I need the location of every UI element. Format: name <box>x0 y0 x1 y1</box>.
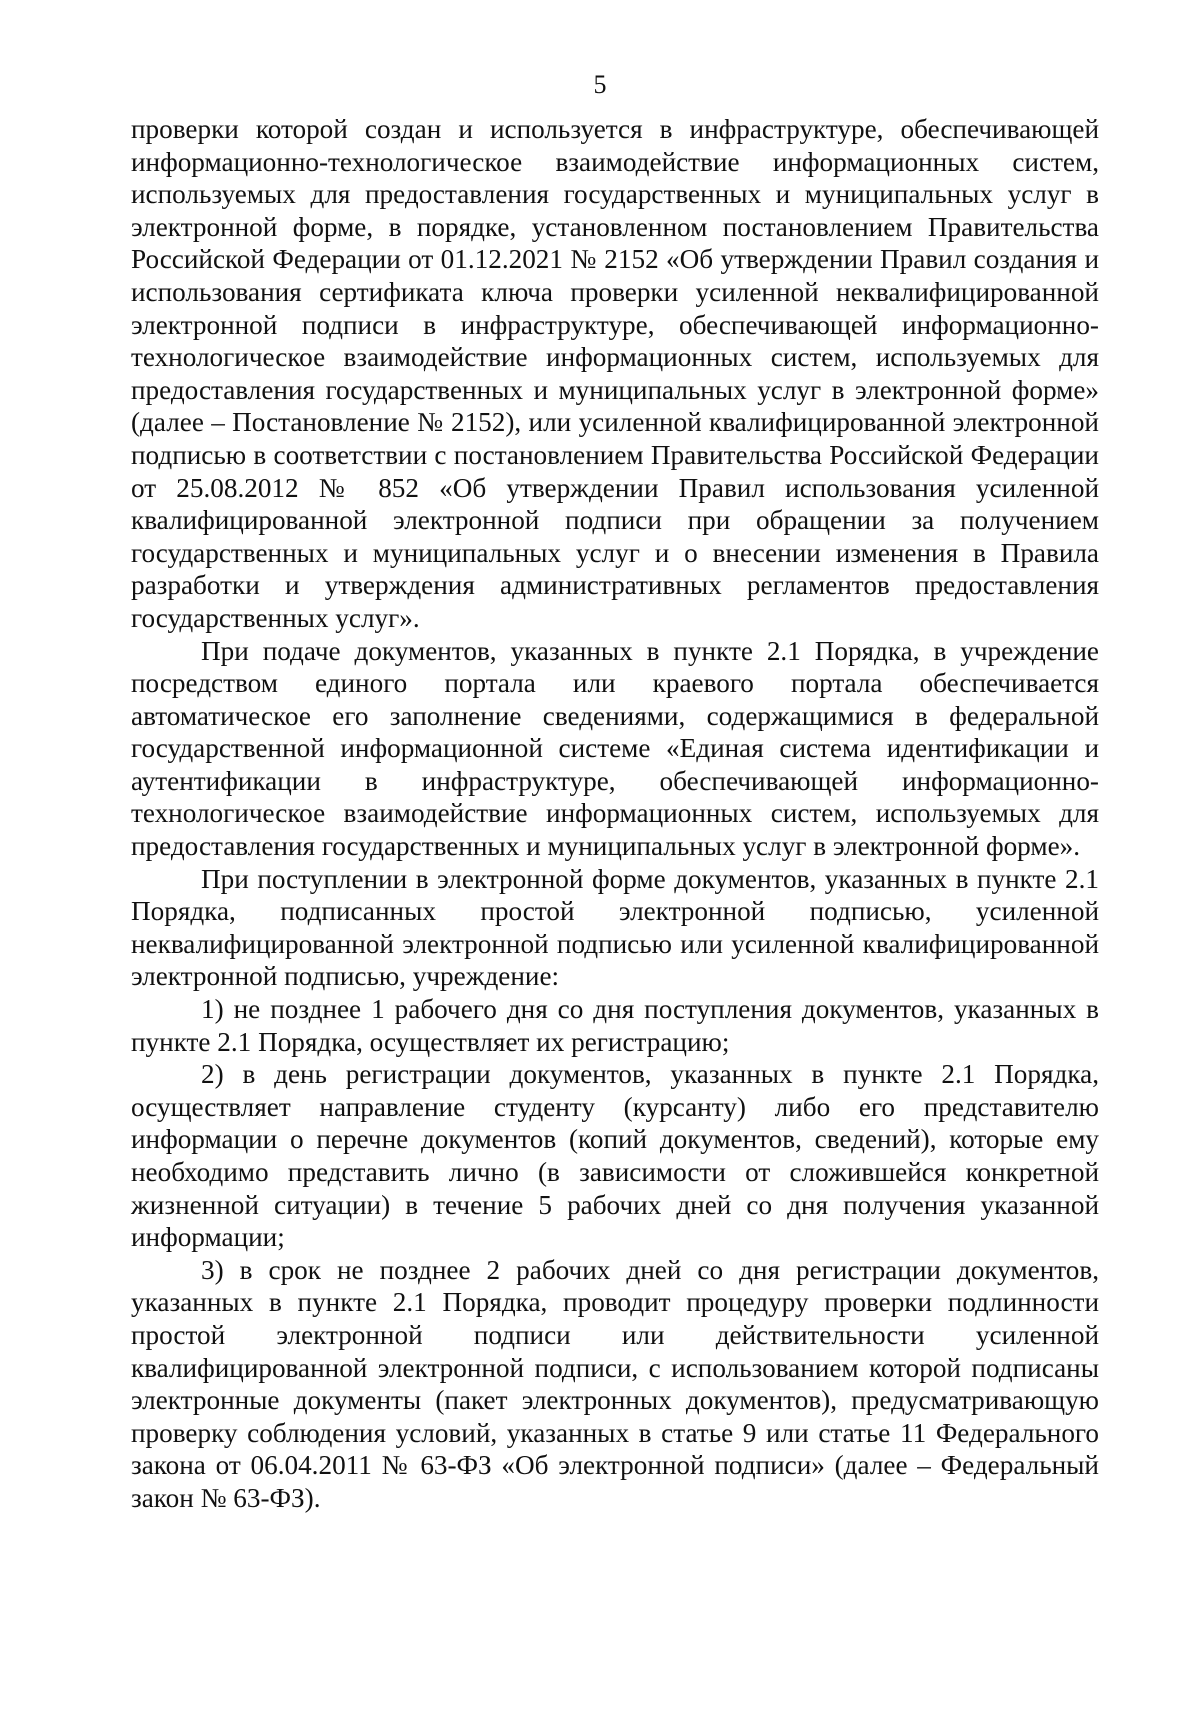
paragraph-continuation: проверки которой создан и используется в инфраструктуре, обеспечивающей информационно-технологическое взаимодействие информационных систем, используемых для предоставления государственных и муниципальных услуг в электронной форме, в порядке, установленном постановлением Правительства Российской Федерации от 01.12.2021 № 2152 «Об утверждении Правил создания и использования сертификата ключа проверки усиленной неквалифицированной электронной подписи в инфраструктуре, обеспечивающей информационно-технологическое взаимодействие информационных систем, используемых для предоставления государственных и муниципальных услуг в электронной форме» (далее – Постановление № 2152), или усиленной квалифицированной электронной подписью в соответствии с постановлением Правительства Российской Федерации от 25.08.2012 № 852 «Об утверждении Правил использования усиленной квалифицированной электронной подписи при обращении за получением государственных и муниципальных услуг и о внесении изменения в Правила разработки и утверждения административных регламентов предоставления государственных услуг». <box>131 114 1099 633</box>
document-body <box>131 113 1099 1515</box>
list-item-1: 1) не позднее 1 рабочего дня со дня поступления документов, указанных в пункте 2.1 Порядка, осуществляет их регистрацию; <box>131 994 1099 1057</box>
paragraph-electronic-receipt: При поступлении в электронной форме документов, указанных в пункте 2.1 Порядка, подписанных простой электронной подписью, усиленной неквалифицированной электронной подписью или усиленной квалифицированной электронной подписью, учреждение: <box>131 863 1099 992</box>
list-item-2: 2) в день регистрации документов, указанных в пункте 2.1 Порядка, осуществляет направление студенту (курсанту) либо его представителю информации о перечне документов (копий документов, сведений), которые ему необходимо представить лично (в зависимости от сложившейся конкретной жизненной ситуации) в течение 5 рабочих дней со дня получения указанной информации; <box>131 1059 1099 1253</box>
paragraph-portal-submission: При подаче документов, указанных в пункте 2.1 Порядка, в учреждение посредством единого портала или краевого портала обеспечивается автоматическое его заполнение сведениями, содержащимися в федеральной государственной информационной системе «Единая система идентификации и аутентификации в инфраструктуре, обеспечивающей информационно-технологическое взаимодействие информационных систем, используемых для предоставления государственных и муниципальных услуг в электронной форме». <box>131 635 1099 862</box>
list-item-3: 3) в срок не позднее 2 рабочих дней со дня регистрации документов, указанных в пункте 2.1 Порядка, проводит процедуру проверки подлинности простой электронной подписи или действительности усиленной квалифицированной электронной подписи, с использованием которой подписаны электронные документы (пакет электронных документов), предусматривающую проверку соблюдения условий, указанных в статье 9 или статье 11 Федерального закона от 06.04.2011 № 63-ФЗ «Об электронной подписи» (далее – Федеральный закон № 63-ФЗ). <box>131 1254 1099 1513</box>
page-number: 5 <box>593 70 607 99</box>
